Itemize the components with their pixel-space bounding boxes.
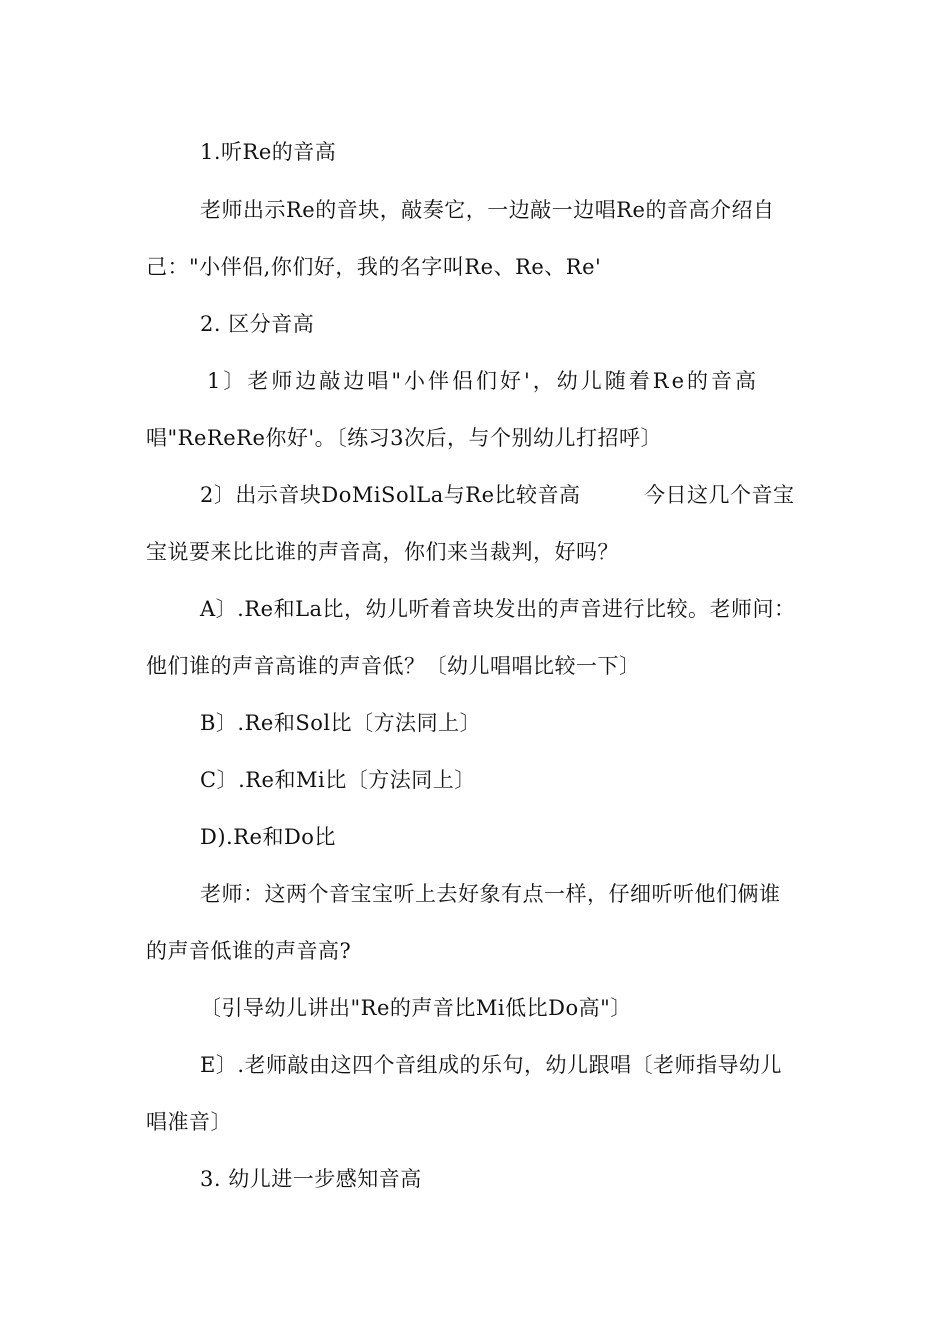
paragraph-line: 1〕老师边敲边唱"小伴侣们好'，幼儿随着Re的音高	[207, 369, 760, 393]
paragraph-line: 今日这几个音宝	[644, 483, 795, 507]
paragraph-line: 宝说要来比比谁的声音高，你们来当裁判，好吗？	[146, 540, 619, 564]
paragraph-line: B〕.Re和Sol比〔方法同上〕	[200, 711, 482, 735]
paragraph-line: 己："小伴侣,你们好，我的名字叫Re、Re、Re'	[146, 255, 602, 279]
paragraph-line: A〕.Re和La比，幼儿听着音块发出的声音进行比较。老师问：	[200, 597, 796, 621]
paragraph-line: 老师出示Re的音块，敲奏它，一边敲一边唱Re的音高介绍自	[200, 198, 775, 222]
paragraph-line: 老师：这两个音宝宝听上去好象有点一样，仔细听听他们俩谁	[200, 882, 781, 906]
paragraph-line: 的声音低谁的声音高?	[146, 939, 352, 963]
paragraph-line: 2〕出示音块DoMiSolLa与Re比较音高	[200, 483, 581, 507]
paragraph-line: E〕.老师敲由这四个音组成的乐句，幼儿跟唱〔老师指导幼儿	[200, 1053, 783, 1077]
paragraph-line: D).Re和Do比	[200, 825, 336, 849]
heading-1: 1.听Re的音高	[200, 140, 337, 164]
paragraph-line: 他们谁的声音高谁的声音低？〔幼儿唱唱比较一下〕	[146, 654, 641, 678]
heading-2: 2. 区分音高	[200, 312, 315, 336]
paragraph-line: 〔引导幼儿讲出"Re的声音比Mi低比Do高"〕	[200, 996, 632, 1020]
paragraph-line: 唱"ReReRe你好'。〔练习3次后，与个别幼儿打招呼〕	[146, 426, 663, 450]
paragraph-line: 唱准音〕	[146, 1110, 232, 1134]
paragraph-line: C〕.Re和Mi比〔方法同上〕	[200, 768, 476, 792]
heading-3: 3. 幼儿进一步感知音高	[200, 1167, 422, 1191]
